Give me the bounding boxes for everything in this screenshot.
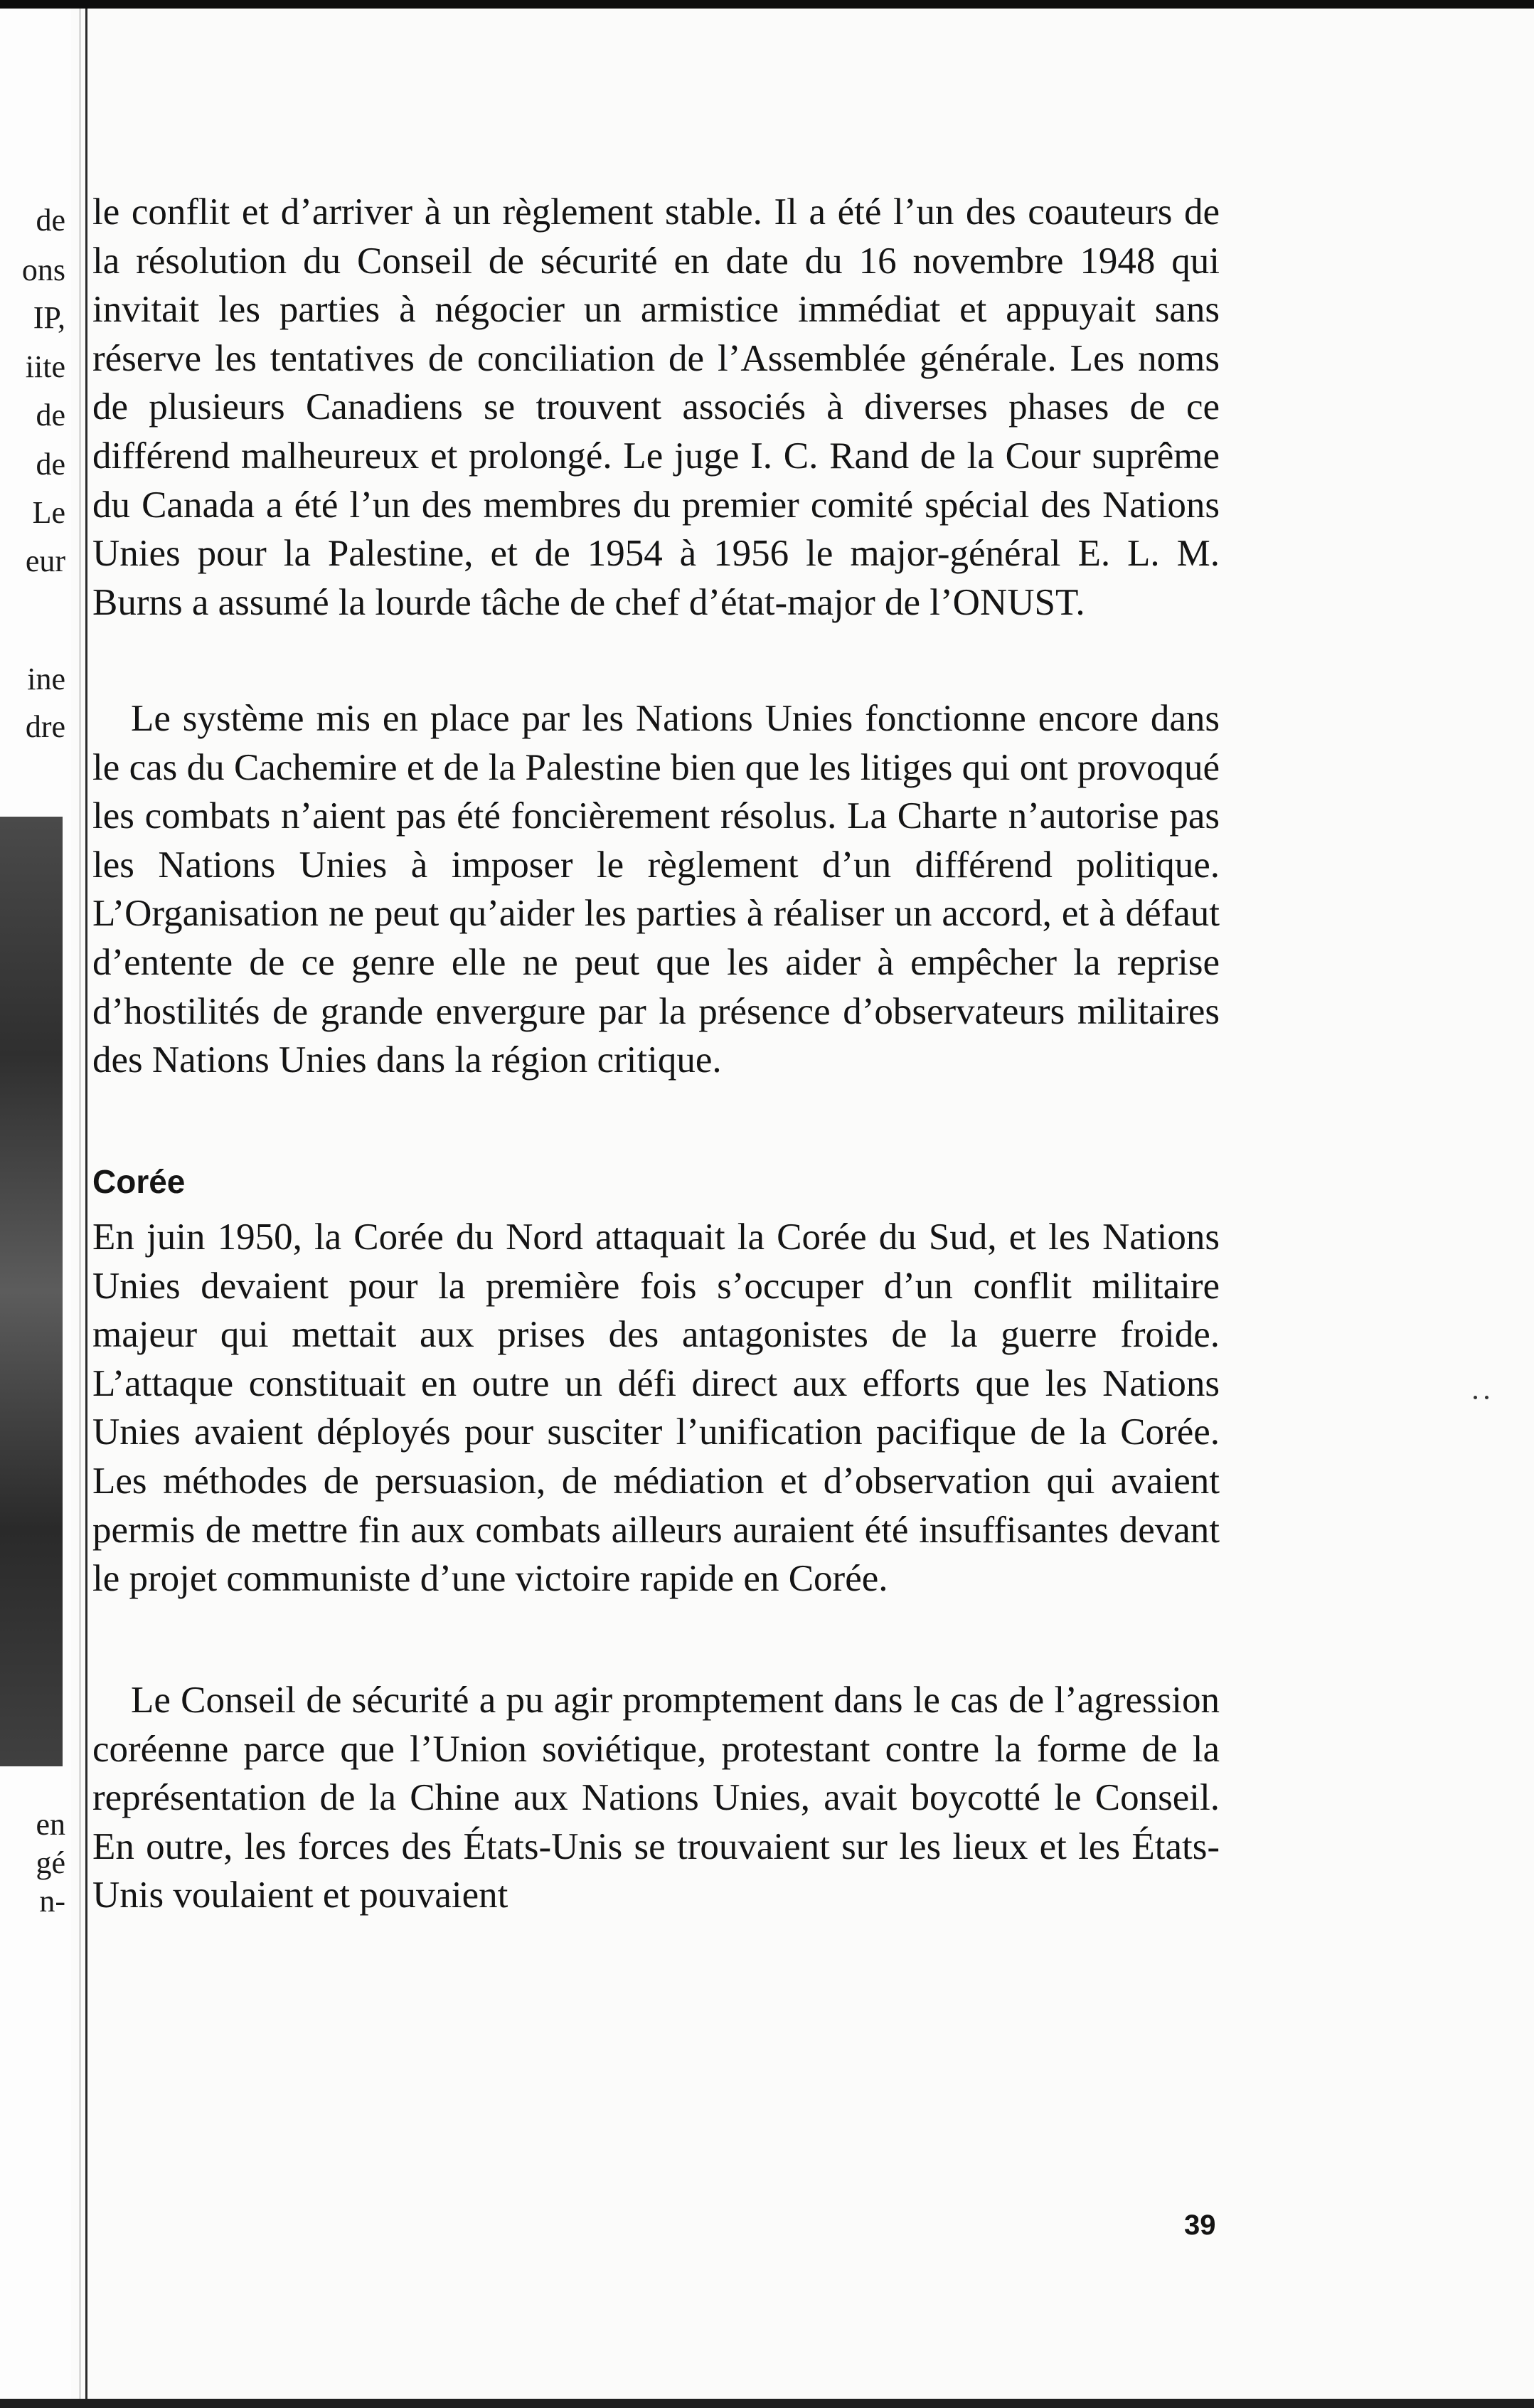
margin-fragment: eur: [25, 543, 65, 578]
scan-top-edge: [0, 0, 1534, 9]
book-gutter: [85, 9, 87, 2399]
margin-fragment: Le: [32, 495, 65, 530]
paragraph-3: [92, 1213, 1220, 1603]
margin-fragment: dre: [25, 709, 65, 744]
section-heading: Corée: [92, 1163, 186, 1200]
paragraph-1: [92, 188, 1220, 627]
page-number: 39: [1184, 2210, 1216, 2241]
paragraph-2: [92, 694, 1220, 1085]
margin-fragment: de: [36, 447, 65, 482]
margin-fragment: en: [36, 1807, 65, 1842]
scan-bottom-edge: [0, 2399, 1534, 2408]
scan-speck: [1474, 1396, 1477, 1399]
margin-fragment: n-: [39, 1884, 65, 1919]
margin-fragment: de: [36, 398, 65, 433]
margin-fragment: gé: [36, 1845, 65, 1880]
paragraph-text: Le système mis en place par les Nations Unies fonctionne encore dans le cas du Cachemire et de la Palestine bien que les litiges qui ont provoqué les combats n’aient pas été foncièrement résolus. La Charte n’autorise pas les Nations Unies à imposer le règlement d’un différend politique. L’Organisation ne peut qu’aider les parties à réaliser un accord, et à défaut d’entente de ce genre elle ne peut que les aider à empêcher la reprise d’hostilités de grande envergure par la présence d’observateurs militaires des Nations Unies dans la région critique.: [92, 698, 1220, 1081]
facing-page-text-fragments: [0, 0, 71, 2408]
margin-fragment: de: [36, 203, 65, 238]
scan-speck: [1485, 1396, 1488, 1399]
margin-fragment: ine: [27, 662, 65, 696]
paragraph-text: le conflit et d’arriver à un règlement stable. Il a été l’un des coauteurs de la résolution du Conseil de sécurité en date du 16 novembre 1948 qui invitait les parties à négocier un armistice immédiat et appuyait sans réserve les tentatives de conciliation de l’Assemblée générale. Les noms de plusieurs Canadiens se trouvent associés à diverses phases de ce différend malheureux et prolongé. Le juge I. C. Rand de la Cour suprême du Canada a été l’un des membres du premier comité spécial des Nations Unies pour la Palestine, et de 1954 à 1956 le major-général E. L. M. Burns a assumé la lourde tâche de chef d’état-major de l’ONUST.: [92, 191, 1220, 623]
margin-fragment: iite: [25, 349, 65, 384]
paragraph-text: Le Conseil de sécurité a pu agir promptement dans le cas de l’agression coréenne parce que l’Union soviétique, protestant contre la forme de la représentation de la Chine aux Nations Unies, avait boycotté le Conseil. En outre, les forces des États-Unis se trouvaient sur les lieux et les États-Unis voulaient et pouvaient: [92, 1680, 1220, 1916]
margin-fragment: IP,: [33, 300, 65, 335]
margin-fragment: ons: [21, 253, 65, 287]
paragraph-text: En juin 1950, la Corée du Nord attaquait la Corée du Sud, et les Nations Unies devaient pour la première fois s’occuper d’un conflit militaire majeur qui mettait aux prises des antagonistes de la guerre froide. L’attaque constituait en outre un défi direct aux efforts que les Nations Unies avaient déployés pour susciter l’unification pacifique de la Corée. Les méthodes de persuasion, de médiation et d’observation qui avaient permis de mettre fin aux combats ailleurs auraient été insuffisantes devant le projet communiste d’une victoire rapide en Corée.: [92, 1216, 1220, 1600]
paragraph-4: [92, 1676, 1220, 1920]
